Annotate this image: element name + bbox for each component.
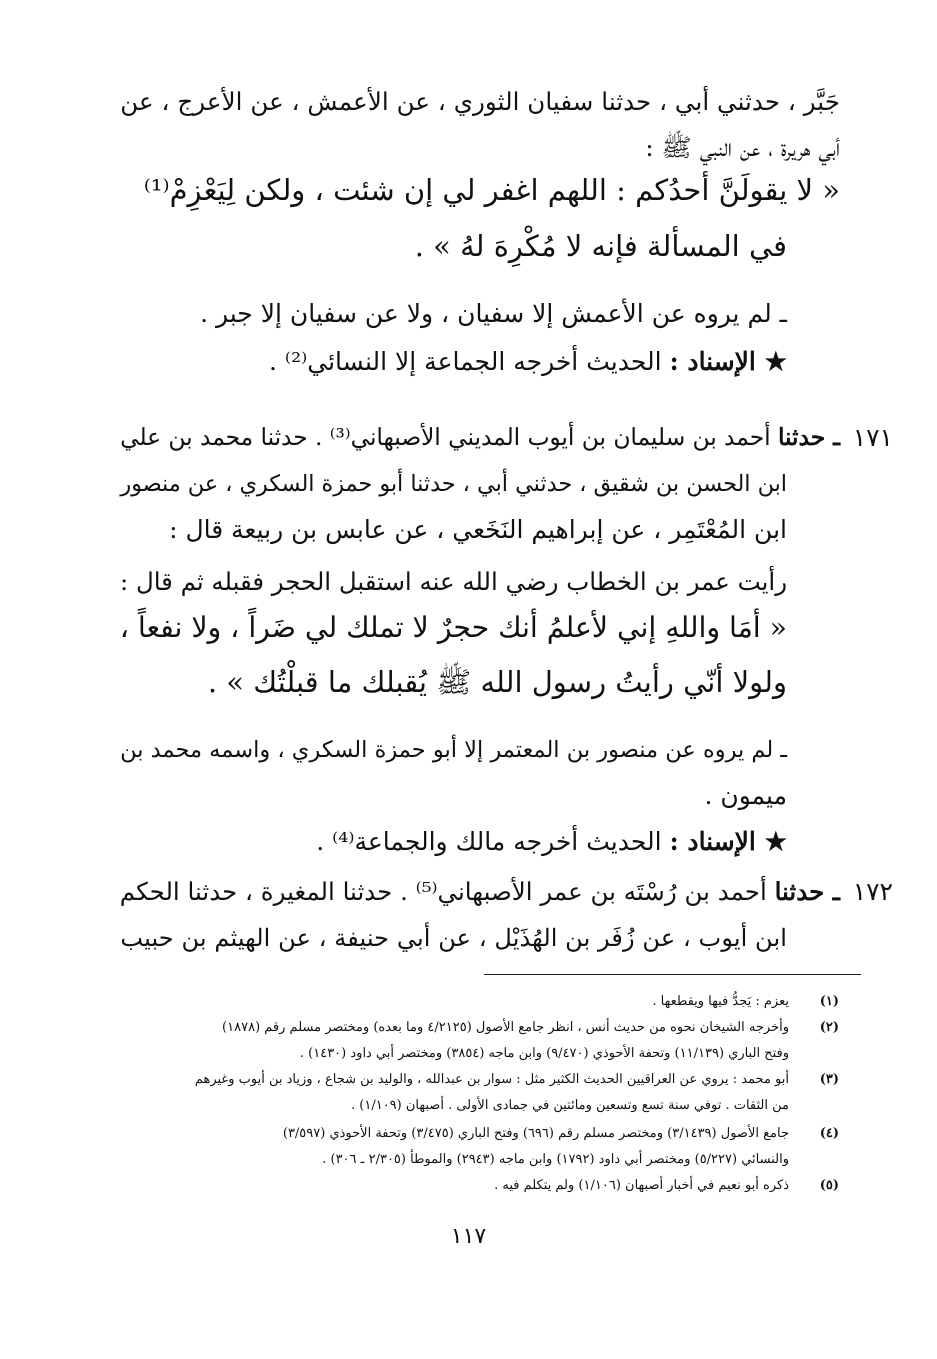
hadith-170-line-2: أبي هريرة ، عن النبي ﷺ : [645, 133, 840, 162]
hadith-171-line-3: ابن المُعْتَمِر ، عن إبراهيم النَخَعي ، عن عابس بن ربيعة قال : [169, 515, 787, 544]
footnote-2-line-1: وأخرجه الشيخان نحوه من حديث أنس ، انظر جامع الأصول (٤/٢١٢٥ وما بعده) ومختصر مسلم رقم (١٨٧٨) [222, 1020, 789, 1035]
footnote-separator [484, 974, 861, 975]
hadith-171-line-4: رأيت عمر بن الخطاب رضي الله عنه استقبل الحجر فقبله ثم قال : [119, 567, 787, 596]
hadith-171-line-1 [120, 420, 840, 456]
hadith-170-note: ـ لم يروه عن الأعمش إلا سفيان ، ولا عن سفيان إلا جبر . [200, 299, 787, 328]
hadith-number-172: ١٧٢ [852, 877, 893, 906]
footnote-2-line-2: وفتح الباري (١١/١٣٩) وتحفة الأحوذي (٩/٤٧٠) وابن ماجه (٣٨٥٤) ومختصر أبي داود (١٤٣٠) . [299, 1046, 789, 1061]
hadith-171-note-2: ميمون . [704, 781, 787, 810]
hadith-171-line-2: ابن الحسن بن شقيق ، حدثني أبي ، حدثنا أبو حمزة السكري ، عن منصور [120, 471, 787, 497]
hadith-170-matn-1: « لا يقولَنَّ أحدُكم : اللهم اغفر لي إن شئت ، ولكن لِيَعْزِمْ⁽¹⁾ [143, 173, 840, 207]
isnad-text: الحديث أخرجه مالك والجماعة⁽⁴⁾ . [316, 827, 662, 856]
page-number: ١١٧ [450, 1224, 487, 1249]
isnad-text: الحديث أخرجه الجماعة إلا النسائي⁽²⁾ . [269, 347, 662, 376]
footnote-5-number: (٥) [819, 1178, 839, 1193]
footnote-1-line-1: يعزم : يَجدُّ فيها ويقطعها . [652, 994, 789, 1009]
hadith-170-line-1: جَبَّر ، حدثني أبي ، حدثنا سفيان الثوري ، عن الأعمش ، عن الأعرج ، عن [120, 87, 840, 116]
footnote-5-line-1: ذكره أبو نعيم في أخبار أصبهان (١/١٠٦) ولم يتكلم فيه . [494, 1178, 789, 1193]
hadith-170-isnad [269, 344, 787, 380]
footnote-3-number: (٣) [819, 1072, 839, 1087]
hadith-number-171: ١٧١ [852, 423, 893, 452]
footnote-4-line-2: والنسائي (٥/٢٢٧) ومختصر أبي داود (١٧٩٢) وابن ماجه (٢٩٤٣) والموطأ (٢/٣٠٥ ـ ٣٠٦) . [322, 1152, 789, 1167]
footnote-4-number: (٤) [819, 1126, 839, 1141]
hadith-172-line-2: ابن أيوب ، عن زُفَر بن الهُذَيْل ، عن أبي حنيفة ، عن الهيثم بن حبيب [120, 923, 787, 952]
hadith-172-lead: ـ حدثنا [774, 877, 840, 906]
hadith-172-line-1 [120, 874, 840, 910]
footnote-1-number: (١) [819, 994, 839, 1009]
hadith-171-isnad [316, 824, 787, 860]
isnad-label: ★ الإسناد : [669, 347, 787, 376]
footnote-3-line-2: من الثقات . توفي سنة تسع وتسعين ومائتين في جمادى الأولى . أصبهان (١/١٠٩) . [351, 1098, 789, 1113]
hadith-172-line-1-text: أحمد بن رُسْتَه بن عمر الأصبهاني⁽⁵⁾ . حدثنا المغيرة ، حدثنا الحكم [119, 877, 767, 906]
footnote-4-line-1: جامع الأصول (٣/١٤٣٩) ومختصر مسلم رقم (٦٩٦) وفتح الباري (٣/٤٧٥) وتحفة الأحوذي (٣/٥٩٧) [282, 1126, 789, 1141]
isnad-label: ★ الإسناد : [669, 827, 787, 856]
footnote-3-line-1: أبو محمد : يروي عن العراقيين الحديث الكثير مثل : سوار بن عبدالله ، والوليد بن شجاع ، وزياد بن أيوب وغيرهم [194, 1072, 789, 1087]
footnote-2-number: (٢) [819, 1020, 839, 1035]
hadith-170-matn-2: في المسألة فإنه لا مُكْرِهَ لهُ » . [414, 229, 787, 263]
hadith-171-matn-1: « أمَا واللهِ إني لأعلمُ أنك حجرٌ لا تملك لي ضَراً ، ولا نفعاً ، [119, 611, 787, 644]
hadith-171-matn-2: ولولا أنّي رأيتُ رسول الله ﷺ يُقبلك ما قبلْتُك » . [207, 665, 787, 699]
hadith-171-line-1-text: أحمد بن سليمان بن أيوب المديني الأصبهاني⁽³⁾ . حدثنا محمد بن علي [120, 424, 771, 451]
hadith-171-lead: ـ حدثنا [777, 424, 840, 451]
hadith-171-note-1: ـ لم يروه عن منصور بن المعتمر إلا أبو حمزة السكري ، واسمه محمد بن [120, 737, 787, 763]
